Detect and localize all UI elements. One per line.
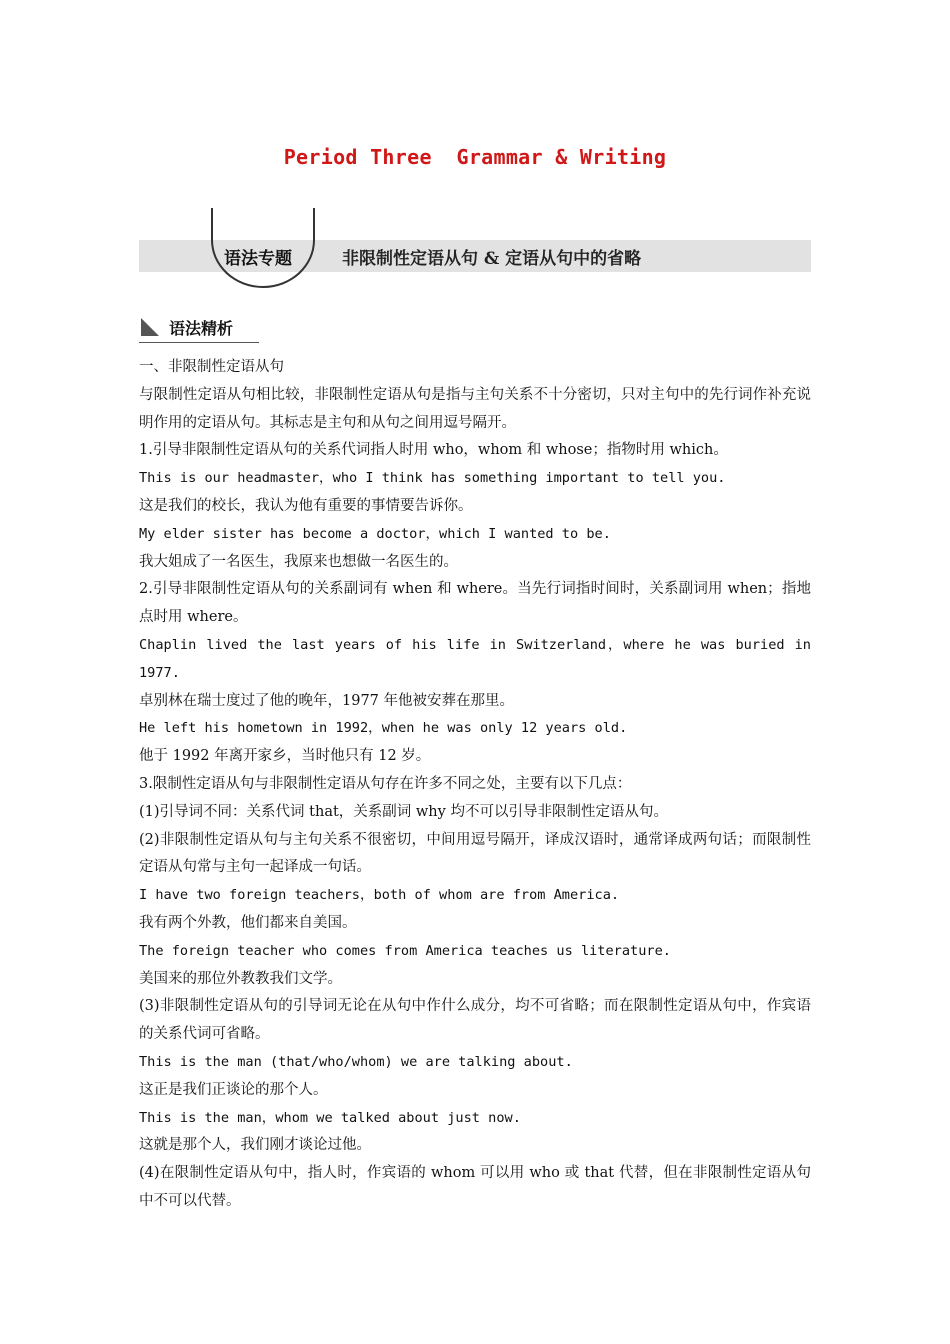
content-line: (1)引导词不同：关系代词 that，关系副词 why 均不可以引导非限制性定语从句。	[139, 803, 668, 820]
content-line: 一、非限制性定语从句	[139, 359, 284, 375]
content-line: 1.引导非限制性定语从句的关系代词指人时用 who，whom 和 whose；指物时用 which。	[139, 442, 728, 459]
grammar-content	[139, 354, 811, 1216]
section-heading	[139, 316, 259, 343]
translation-line: 我有两个外教，他们都来自美国。	[139, 914, 357, 931]
content-line: (2)非限制性定语从句与主句关系不很密切，中间用逗号隔开，译成汉语时，通常译成两句话；而限制性定语从句常与主句一起译成一句话。	[139, 831, 811, 876]
content-line: (3)非限制性定语从句的引导词无论在从句中作什么成分，均不可省略；而在限制性定语从句中，作宾语的关系代词可省略。	[139, 998, 811, 1043]
example-sentence: He left his hometown in 1992，when he was only 12 years old.	[139, 720, 628, 737]
example-sentence: This is the man (that/who/whom) we are talking about.	[139, 1053, 573, 1070]
translation-line: 卓别林在瑞士度过了他的晚年，1977 年他被安葬在那里。	[139, 692, 515, 709]
example-sentence: This is the man，whom we talked about just now.	[139, 1109, 521, 1126]
content-line: 与限制性定语从句相比较，非限制性定语从句是指与主句关系不十分密切，只对主句中的先行词作补充说明作用的定语从句。其标志是主句和从句之间用逗号隔开。	[139, 386, 811, 431]
content-line: 2.引导非限制性定语从句的关系副词有 when 和 where。当先行词指时间时，关系副词用 when；指地点时用 where。	[139, 581, 811, 626]
content-line: (4)在限制性定语从句中，指人时，作宾语的 whom 可以用 who 或 that 代替，但在非限制性定语从句中不可以代替。	[139, 1165, 811, 1209]
example-sentence: I have two foreign teachers，both of whom are from America.	[139, 887, 620, 904]
translation-line: 美国来的那位外教教我们文学。	[139, 970, 342, 987]
translation-line: 这正是我们正谈论的那个人。	[139, 1081, 328, 1098]
page-title: Period Three Grammar & Writing	[283, 145, 667, 169]
translation-line: 这就是那个人，我们刚才谈论过他。	[139, 1137, 371, 1154]
example-sentence: This is our headmaster，who I think has something important to tell you.	[139, 470, 726, 487]
example-sentence: My elder sister has become a doctor，which I wanted to be.	[139, 525, 611, 542]
translation-line: 这是我们的校长，我认为他有重要的事情要告诉你。	[139, 497, 473, 514]
example-sentence: The foreign teacher who comes from America teaches us literature.	[139, 942, 671, 959]
translation-line: 他于 1992 年离开家乡，当时他只有 12 岁。	[139, 748, 431, 765]
example-sentence: Chaplin lived the last years of his life in Switzerland，where he was buried in 1977.	[139, 636, 811, 681]
content-line: 3.限制性定语从句与非限制性定语从句存在许多不同之处，主要有以下几点：	[139, 775, 632, 792]
section-heading-label: 语法精析	[169, 319, 234, 338]
triangle-marker-icon	[141, 318, 159, 336]
banner-title: 非限制性定语从句 & 定语从句中的省略	[342, 249, 642, 269]
translation-line: 我大姐成了一名医生，我原来也想做一名医生的。	[139, 553, 458, 570]
banner-badge-label: 语法专题	[224, 249, 292, 269]
